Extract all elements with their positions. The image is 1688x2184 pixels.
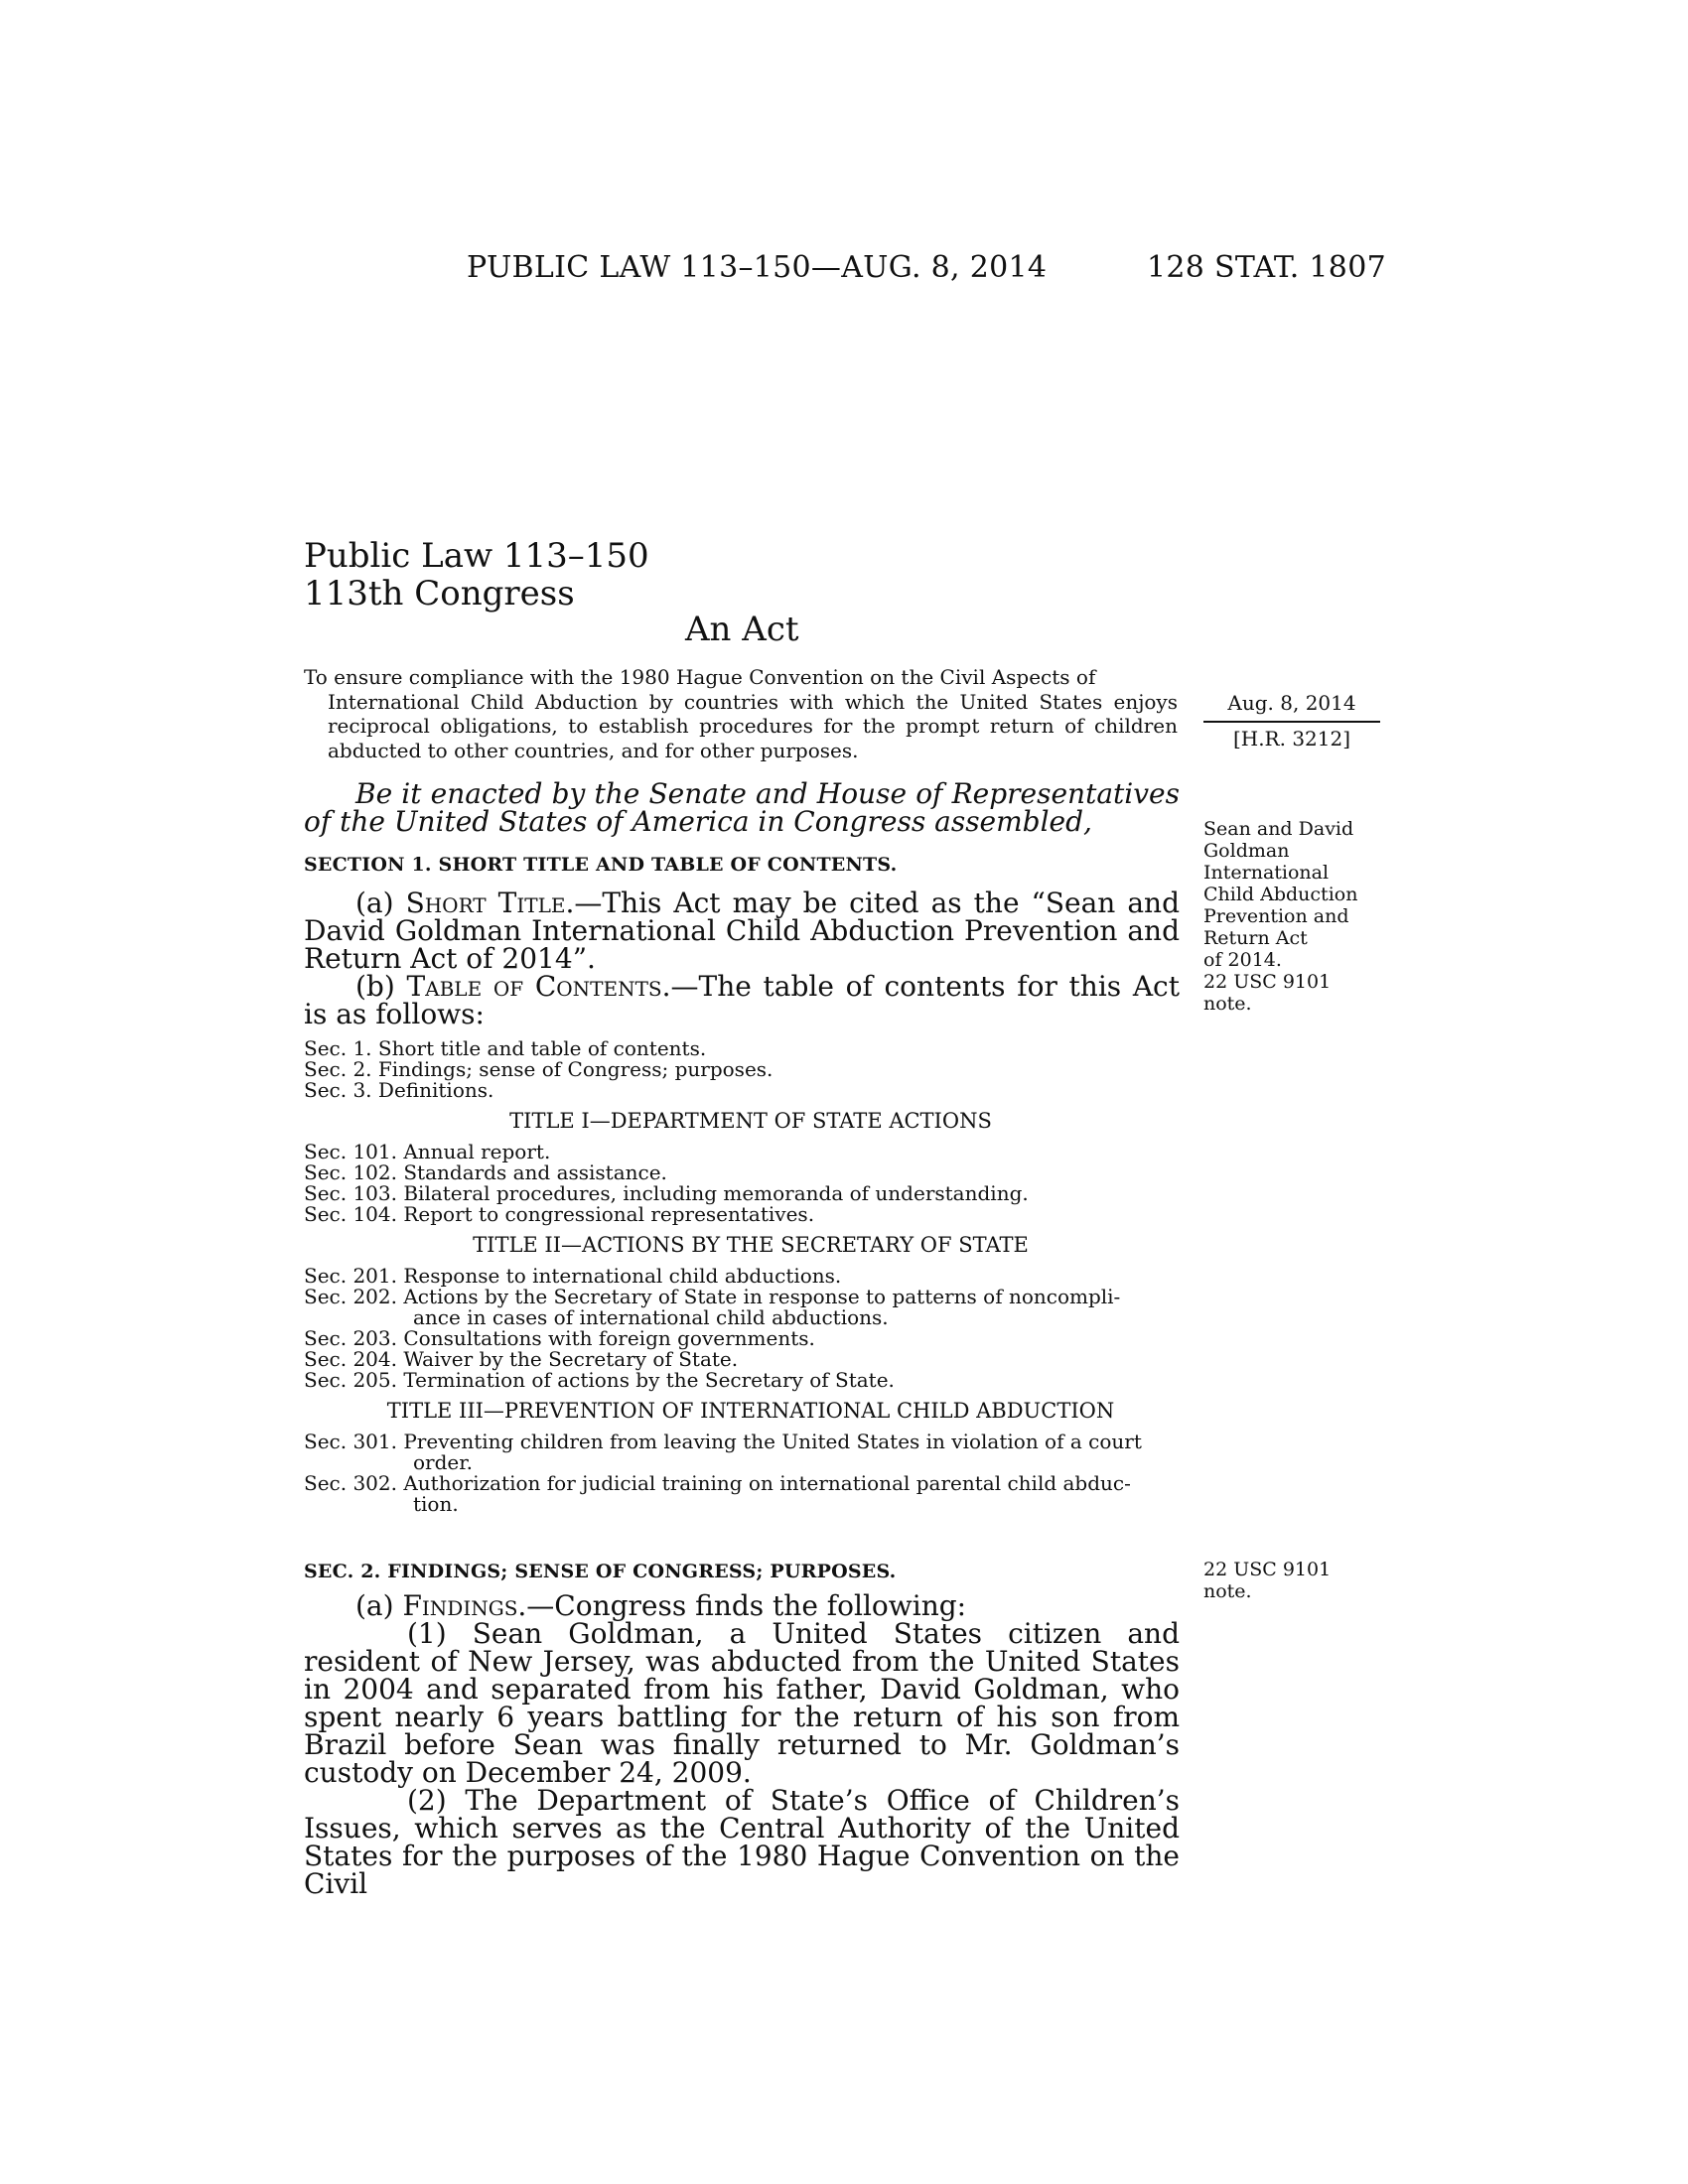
margin-line: Goldman — [1203, 840, 1290, 862]
toc-text: Actions by the Secretary of State in response to patterns of noncompli- — [403, 1285, 1121, 1308]
subsection-label: (a) — [355, 1589, 403, 1622]
toc-text: Consultations with foreign governments. — [403, 1326, 815, 1350]
long-title-first-line: To ensure compliance with the 1980 Hague Convention on the Civil Aspects of — [304, 665, 1096, 689]
toc-entry — [304, 1142, 1197, 1162]
toc-text: Report to congressional representatives. — [403, 1202, 815, 1226]
subsection-label: (b) — [355, 970, 407, 1003]
toc-entry — [304, 1287, 1197, 1307]
toc-entry — [304, 1328, 1197, 1349]
section-1-subsection-a — [304, 889, 1180, 973]
toc-continuation: ance in cases of international child abductions. — [413, 1305, 889, 1329]
toc-entry — [304, 1183, 1197, 1204]
subsection-caption: Findings — [402, 1589, 518, 1622]
margin-line: Prevention and — [1203, 905, 1349, 927]
enacting-clause: Be it enacted by the Senate and House of Representatives of the United States of America in Congress assembled, — [304, 777, 1180, 838]
margin-line: Return Act — [1203, 927, 1308, 949]
margin-note-section-2 — [1203, 1559, 1382, 1602]
margin-line: International — [1203, 862, 1330, 884]
toc-entry — [304, 1473, 1197, 1494]
section-1-subsection-b — [304, 970, 1180, 1030]
toc-label: Sec. 203. — [304, 1326, 404, 1350]
date-rule — [1203, 721, 1380, 723]
subsection-text: .—Congress finds the following: — [517, 1589, 967, 1622]
toc-label: Sec. 104. — [304, 1202, 404, 1226]
section-1-heading: SECTION 1. SHORT TITLE AND TABLE OF CONTENTS. — [304, 854, 898, 876]
toc-text: Waiver by the Secretary of State. — [403, 1347, 739, 1371]
margin-line: 22 USC 9101 — [1203, 1559, 1332, 1580]
toc-label: Sec. 102. — [304, 1160, 404, 1184]
finding-paragraph-2: (2) The Department of State’s Office of Children’s Issues, which serves as the Central Authority of the United States for the purposes of the 1980 Hague Convention on the Civil — [304, 1784, 1180, 1900]
margin-line: Child Abduction — [1203, 884, 1358, 905]
toc-label: Sec. 1. — [304, 1036, 378, 1060]
finding-paragraph-1: (1) Sean Goldman, a United States citizen and resident of New Jersey, was abducted from the United States in 2004 and separated from his father, David Goldman, who spent nearly 6 years battling for the return of his son from Brazil before Sean was finally returned to Mr. Goldman’s custody on December 24, 2009. — [304, 1617, 1180, 1789]
toc-text: Response to international child abductions. — [403, 1264, 842, 1288]
margin-line: note. — [1203, 1580, 1252, 1602]
section-2-heading: SEC. 2. FINDINGS; SENSE OF CONGRESS; PURPOSES. — [304, 1561, 897, 1582]
toc-entry — [304, 1432, 1197, 1452]
toc-label: Sec. 103. — [304, 1181, 404, 1205]
running-header-left: PUBLIC LAW 113–150—AUG. 8, 2014 — [467, 250, 1048, 285]
enactment-date-box — [1203, 691, 1380, 751]
toc-title-3-heading: TITLE III—PREVENTION OF INTERNATIONAL CHILD ABDUCTION — [386, 1399, 1115, 1423]
subsection-label: (a) — [355, 887, 406, 919]
toc-title-2-heading: TITLE II—ACTIONS BY THE SECRETARY OF STATE — [473, 1233, 1029, 1257]
margin-line: note. — [1203, 993, 1252, 1015]
toc-entry — [304, 1349, 1197, 1370]
toc-continuation: tion. — [413, 1492, 459, 1516]
section-2-subsection-a — [304, 1589, 1180, 1622]
toc-entry — [304, 1266, 1197, 1287]
long-title — [304, 665, 1178, 762]
toc-text: Standards and assistance. — [403, 1160, 667, 1184]
toc-text: Bilateral procedures, including memoranda of understanding. — [403, 1181, 1029, 1205]
toc-label: Sec. 101. — [304, 1140, 404, 1163]
table-of-contents — [304, 1038, 1197, 1515]
toc-text: Findings; sense of Congress; purposes. — [377, 1057, 774, 1081]
toc-entry — [304, 1080, 1197, 1101]
toc-label: Sec. 301. — [304, 1430, 404, 1453]
subsection-caption: Short Title — [405, 887, 566, 919]
toc-entry — [304, 1059, 1197, 1080]
margin-note-short-title — [1203, 818, 1382, 1015]
toc-entry — [304, 1162, 1197, 1183]
toc-label: Sec. 2. — [304, 1057, 378, 1081]
enactment-date: Aug. 8, 2014 — [1227, 691, 1356, 715]
toc-text: Authorization for judicial training on international parental child abduc- — [403, 1471, 1131, 1495]
toc-label: Sec. 204. — [304, 1347, 404, 1371]
subsection-text: .—The table of contents for this Act is as follows: — [304, 970, 1180, 1030]
toc-text: Termination of actions by the Secretary of State. — [403, 1368, 895, 1392]
margin-line: Sean and David — [1203, 818, 1354, 840]
toc-label: Sec. 205. — [304, 1368, 404, 1392]
congress-number: 113th Congress — [304, 574, 575, 614]
subsection-text: .—This Act may be cited as the “Sean and David Goldman International Child Abduction Prevention and Return Act of 2014”. — [304, 887, 1180, 975]
long-title-continuation: International Child Abduction by countries with which the United States enjoys reciprocal obligations, to establish procedures for the prompt return of children abducted to other countries, and for other purposes. — [328, 689, 1178, 762]
toc-text: Preventing children from leaving the United States in violation of a court — [403, 1430, 1142, 1453]
margin-line: of 2014. — [1203, 949, 1282, 971]
act-heading: An Act — [685, 610, 799, 649]
toc-title-1-heading: TITLE I—DEPARTMENT OF STATE ACTIONS — [509, 1109, 992, 1133]
toc-entry — [304, 1038, 1197, 1059]
toc-text: Short title and table of contents. — [377, 1036, 707, 1060]
toc-label: Sec. 202. — [304, 1285, 404, 1308]
toc-continuation: order. — [413, 1450, 473, 1474]
toc-text: Annual report. — [403, 1140, 551, 1163]
toc-text: Definitions. — [377, 1078, 494, 1102]
law-number: Public Law 113–150 — [304, 536, 649, 576]
toc-entry — [304, 1204, 1197, 1225]
subsection-caption: Table of Contents — [406, 970, 662, 1003]
toc-label: Sec. 201. — [304, 1264, 404, 1288]
margin-line: 22 USC 9101 — [1203, 971, 1332, 993]
running-header-page: 128 STAT. 1807 — [1147, 250, 1386, 285]
toc-label: Sec. 3. — [304, 1078, 378, 1102]
bill-number: [H.R. 3212] — [1232, 727, 1351, 751]
toc-entry — [304, 1370, 1197, 1391]
toc-label: Sec. 302. — [304, 1471, 404, 1495]
